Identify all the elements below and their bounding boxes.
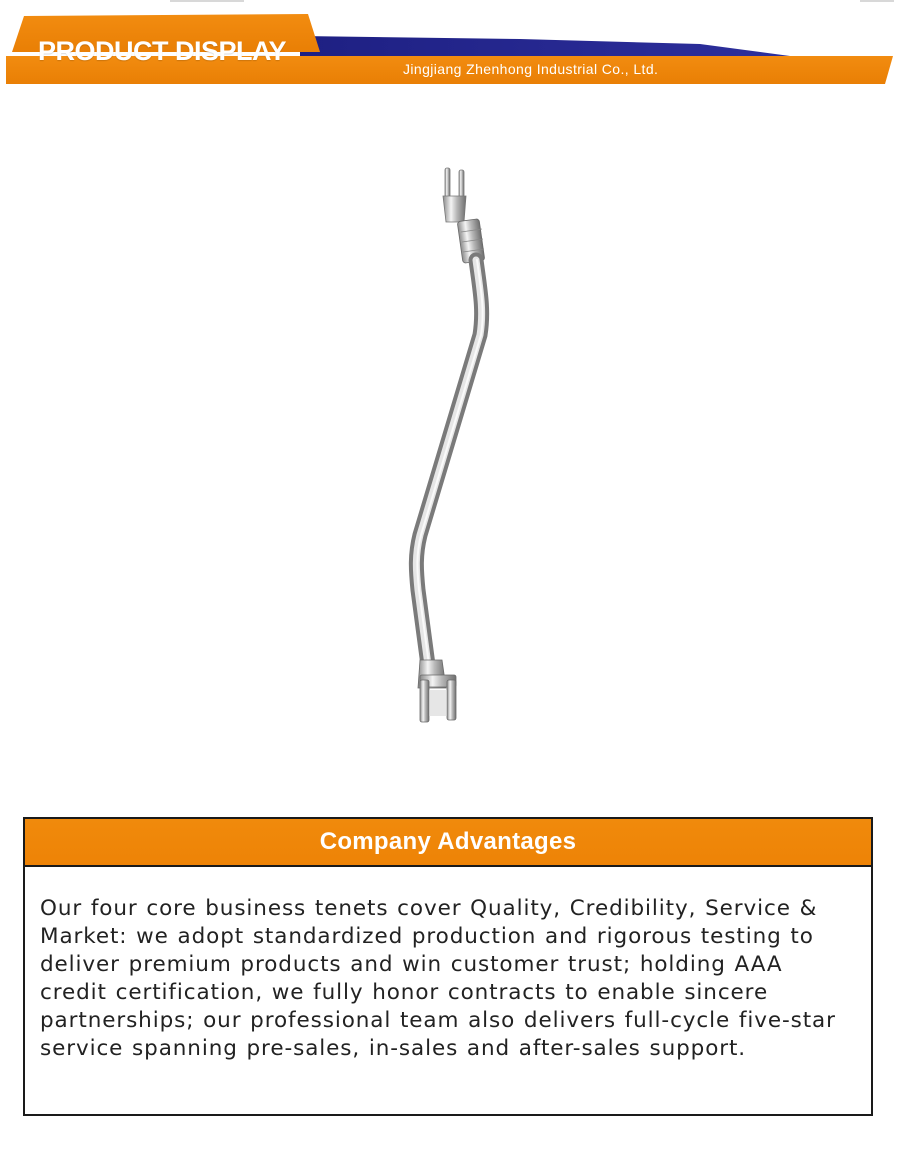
- product-image: [380, 160, 500, 730]
- fork-link-rod-icon: [380, 160, 500, 730]
- header-banner: [0, 0, 900, 110]
- advantages-text: Our four core business tenets cover Quality, Credibility, Service & Market: we adopt standardized production and rigorous testing to deliver premium products and win customer trust; holding AAA credit certification, we fully honor contracts to enable sincere partnerships; our professional team also delivers full-cycle five-star service spanning pre-sales, in-sales and after-sales support.: [40, 896, 836, 1061]
- panel-header: [25, 819, 871, 867]
- panel-title: Company Advantages: [319, 828, 577, 855]
- page-title: PRODUCT DISPLAY: [38, 36, 287, 66]
- company-name: Jingjiang Zhenhong Industrial Co., Ltd.: [403, 61, 659, 77]
